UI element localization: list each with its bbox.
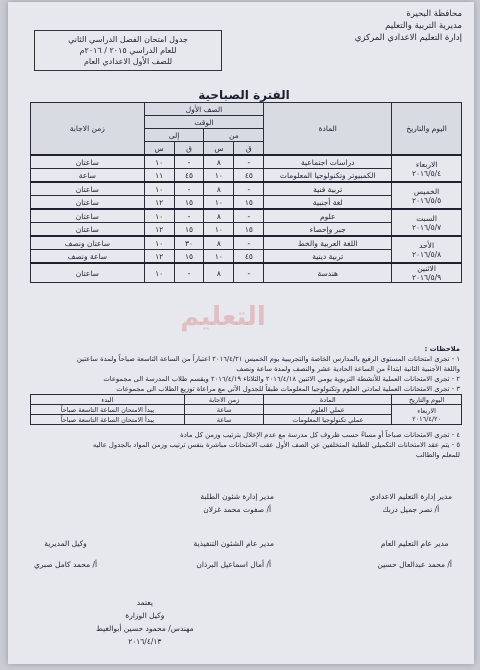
signatory-name: أ/ نصر جميل دربك — [382, 505, 440, 514]
lab-start: يبدأ الامتحان الساعة التاسعة صباحاً — [31, 415, 185, 425]
signature-block-2 — [200, 490, 274, 516]
exam-day: الخميس — [413, 186, 440, 196]
signatory-title: مدير عام التعليم العام — [380, 539, 449, 548]
to-minute: - — [174, 209, 204, 223]
signatory-name: أ/ محمد كامل صبري — [34, 560, 98, 569]
to-minute: ١٥ — [174, 196, 204, 210]
exam-subject: تربية دينية — [264, 250, 392, 264]
exam-date: ٢٠١٦/٥/٩ — [411, 273, 442, 282]
note-item: للمعلم والطالب — [415, 451, 460, 459]
exam-day: السبت — [416, 213, 437, 223]
schedule-title-box — [34, 30, 222, 71]
exam-duration: ساعة ونصف — [31, 250, 145, 264]
header-time: الوقت — [144, 116, 264, 129]
exam-row — [31, 155, 462, 169]
to-hour: ١٢ — [144, 196, 174, 210]
exam-subject: اللغة العربية والخط — [264, 236, 392, 250]
from-hour: ١٠ — [204, 250, 234, 264]
note-item: واللغة الأجنبية الثانية ابتداءً من الساعة الحادية عشر والنصف ولمدة ساعة ونصف — [236, 365, 460, 373]
signatory-title: مدير إدارة التعليم الاعدادي — [369, 492, 452, 501]
exam-duration: ساعتان — [31, 196, 145, 210]
to-minute: ٣٠ — [174, 236, 204, 250]
exam-subject: دراسات اجتماعية — [264, 155, 392, 169]
exam-row — [31, 263, 462, 283]
day-date-cell — [392, 263, 462, 283]
from-minute: - — [234, 236, 264, 250]
header-day-date: اليوم والتاريخ — [392, 103, 462, 156]
authority-header — [355, 8, 462, 44]
signatory-title: مدير عام الشئون التنفيذية — [193, 539, 274, 548]
from-minute: - — [234, 182, 264, 196]
header-to-hour: س — [144, 142, 174, 156]
note-item: ١ - تجرى امتحانات المستوى الرفيع بالمدارس الخاصة والتجريبية يوم الخميس ٢٠١٦/٤/٢١ اعتباراً من الساعة التاسعة صباحاً ولمدة ساعتين — [76, 355, 460, 363]
exam-date: ٢٠١٦/٥/٧ — [411, 222, 442, 232]
signatory-name: أ/ محمد عبدالعال حسين — [377, 560, 452, 569]
note-item: ٣ - تجرى الامتحانات العملية لمادتي العلوم وتكنولوجيا المعلومات طبقاً للجدول الآتي مع مراعاة توزيع الطلاب الى مجموعات — [116, 385, 460, 393]
to-minute: ١٥ — [174, 223, 204, 237]
exam-subject: علوم — [264, 209, 392, 223]
governorate-name: محافظة البحيرة — [406, 9, 462, 19]
day-date-cell — [392, 182, 462, 209]
exam-duration: ساعتان — [31, 263, 145, 283]
lab-day: الاربعاء — [417, 406, 436, 415]
signature-block-3 — [377, 537, 452, 571]
header-to-minute: ق — [174, 142, 204, 156]
administration-name: إدارة التعليم الاعدادي المركزي — [354, 33, 462, 43]
grade-line: للصف الأول الاعدادي العام — [83, 57, 173, 66]
to-hour: ١٠ — [144, 236, 174, 250]
period-title: الفترة الصباحية — [198, 88, 290, 102]
to-hour: ١٢ — [144, 250, 174, 264]
to-hour: ١٠ — [144, 155, 174, 169]
note-item: ٥ - يتم عقد الامتحانات التكميلي للطلبة المتخلفين عن الصف الأول عقب الامتحانات مباشرة بنفس ترتيب وزمن المواد بالجدول عاليه — [92, 441, 460, 449]
exam-date: ٢٠١٦/٥/٨ — [411, 249, 442, 259]
exam-date: ٢٠١٦/٥/٥ — [411, 195, 442, 205]
exam-date: ٢٠١٦/٥/٤ — [411, 168, 442, 178]
day-date-cell — [392, 236, 462, 263]
to-hour: ١٠ — [144, 182, 174, 196]
notes-block-2 — [20, 430, 460, 460]
signatory-title: وكيل الوزارة — [125, 611, 165, 620]
exam-rows — [31, 155, 462, 283]
to-minute: - — [174, 263, 204, 283]
signature-block-4 — [194, 537, 274, 571]
header-grade: الصف الأول — [144, 103, 264, 116]
to-hour: ١٠ — [144, 263, 174, 283]
exam-duration: ساعتان — [31, 223, 145, 237]
from-hour: ٨ — [204, 155, 234, 169]
from-minute: ١٥ — [234, 196, 264, 210]
from-hour: ٨ — [204, 182, 234, 196]
day-date-cell — [392, 155, 462, 182]
approval-date: ٢٠١٦/٤/١٣ — [128, 637, 162, 646]
from-minute: ٤٥ — [234, 250, 264, 264]
signatory-title: وكيل المديرية — [44, 539, 87, 548]
site-watermark: التعليم — [180, 302, 266, 332]
from-hour: ٨ — [204, 236, 234, 250]
exam-duration: ساعتان — [31, 155, 145, 169]
from-minute: - — [234, 263, 264, 283]
lab-subject: عملي تكنولوجيا المعلومات — [264, 415, 392, 425]
signatory-title: مدير إدارة شئون الطلبة — [200, 492, 274, 501]
from-minute: ٤٥ — [234, 169, 264, 183]
from-minute: - — [234, 209, 264, 223]
exam-day: الأحد — [419, 240, 435, 250]
exam-row — [31, 236, 462, 250]
note-item: ٢ - تجرى الامتحانات العملية للأنشطة التربوية يومي الاثنين ٢٠١٦/٤/١٨ والثلاثاء ٢٠١٦/٤/١٩ ويقسم طلاب المدرسة الى مجموعات — [103, 375, 460, 383]
exam-subject: هندسة — [264, 263, 392, 283]
notes-block — [20, 344, 460, 394]
exam-day: الاربعاء — [415, 159, 438, 169]
header-from-minute: ق — [234, 142, 264, 156]
to-hour: ١٠ — [144, 209, 174, 223]
practical-exam-table — [30, 394, 462, 425]
from-minute: - — [234, 155, 264, 169]
lab-duration: ساعة — [184, 405, 264, 415]
from-hour: ١٠ — [204, 169, 234, 183]
signature-block-5 — [34, 537, 97, 571]
lab-header-day: اليوم والتاريخ — [392, 395, 462, 405]
approval-label: يعتمد — [136, 598, 153, 607]
header-duration: زمن الاجابة — [31, 103, 145, 156]
from-hour: ٨ — [204, 263, 234, 283]
exam-row — [31, 182, 462, 196]
from-hour: ١٠ — [204, 196, 234, 210]
exam-row — [31, 209, 462, 223]
schedule-title-line: جدول امتحان الفصل الدراسي الثاني — [68, 35, 188, 44]
lab-start: يبدأ الامتحان الساعة التاسعة صباحاً — [31, 405, 185, 415]
signature-block-1 — [370, 490, 452, 516]
lab-duration: ساعة — [184, 415, 264, 425]
to-minute: - — [174, 182, 204, 196]
exam-subject: الكمبيوتر وتكنولوجيا المعلومات — [264, 169, 392, 183]
lab-subject: عملي العلوم — [264, 405, 392, 415]
exam-duration: ساعتان — [31, 182, 145, 196]
signatory-name: أ/ صفوت محمد غزلان — [203, 505, 272, 514]
notes-title: ملاحظات : — [424, 345, 460, 353]
to-hour: ١١ — [144, 169, 174, 183]
to-minute: ٤٥ — [174, 169, 204, 183]
exam-duration: ساعتان — [31, 209, 145, 223]
to-minute: - — [174, 155, 204, 169]
school-year-line: للعام الدراسي ٢٠١٥ / ٢٠١٦م — [79, 46, 177, 55]
exam-subject: لغة أجنبية — [264, 196, 392, 210]
exam-table — [30, 102, 462, 283]
exam-duration: ساعة — [31, 169, 145, 183]
from-hour: ١٠ — [204, 223, 234, 237]
lab-header-duration: زمن الاجابة — [184, 395, 264, 405]
day-date-cell — [392, 209, 462, 236]
signatory-name: أ/ أمال اسماعيل البرذان — [196, 560, 272, 569]
note-item: ٤ - تجرى الامتحانات صباحاً أو مساءً حسب ظروف كل مدرسة مع عدم الإخلال بترتيب وزمن كل مادة — [180, 431, 460, 439]
header-from-hour: س — [204, 142, 234, 156]
header-to: إلى — [144, 129, 204, 142]
exam-schedule-page — [8, 2, 474, 664]
lab-date: ٢٠١٦/٤/٢٠ — [412, 414, 441, 423]
exam-subject: تربية فنية — [264, 182, 392, 196]
exam-subject: جبر وإحصاء — [264, 223, 392, 237]
from-minute: ١٥ — [234, 223, 264, 237]
exam-day: الاثنين — [417, 264, 436, 273]
directorate-name: مديرية التربية والتعليم — [385, 21, 462, 31]
header-from: من — [204, 129, 264, 142]
exam-duration: ساعتان ونصف — [31, 236, 145, 250]
lab-header-start: البدء — [31, 395, 185, 405]
to-hour: ١٢ — [144, 223, 174, 237]
lab-day-cell — [392, 405, 462, 425]
signatory-name: مهندس/ محمود حسين أبوالغيط — [96, 624, 194, 633]
approval-block — [96, 596, 194, 648]
to-minute: ١٥ — [174, 250, 204, 264]
from-hour: ٨ — [204, 209, 234, 223]
header-subject: المادة — [264, 103, 392, 156]
lab-header-subject: المادة — [264, 395, 392, 405]
